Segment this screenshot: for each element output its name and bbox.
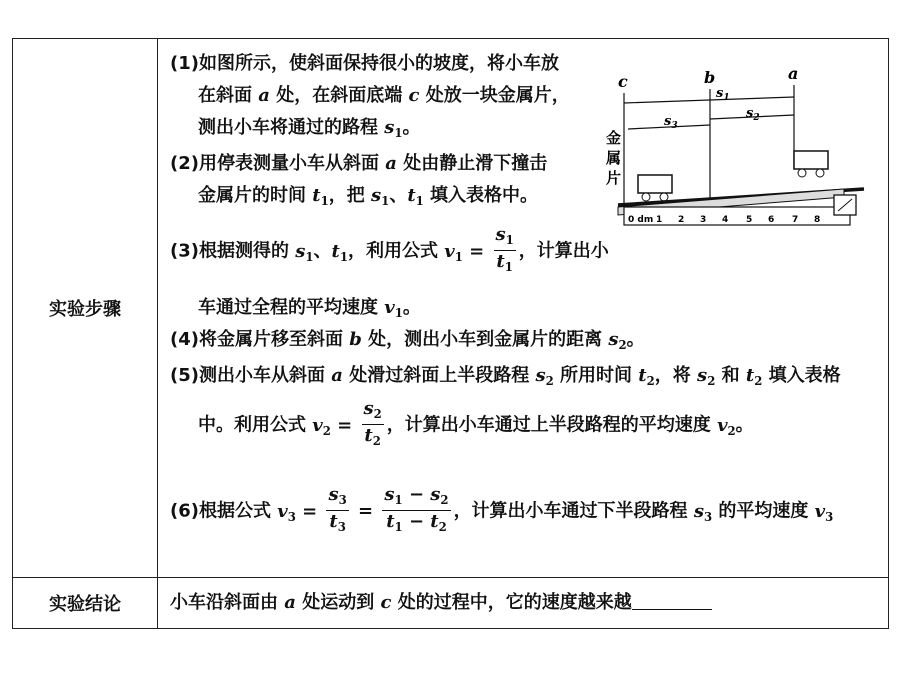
step-3-text: (3)根据测得的 [170,240,296,262]
label-c: c [618,72,628,91]
equals-sign: = [351,500,380,522]
plate-label-1: 金 [606,129,622,147]
cart-wheel [798,169,806,177]
svg-text:1: 1 [656,215,663,225]
point-c: c [380,592,392,613]
step-2-line-2 [198,185,538,212]
svg-text:8: 8 [814,215,821,225]
label-s1: $s_1$ [716,86,730,103]
svg-text:0 dm: 0 dm [628,215,654,225]
steps-area [158,39,888,577]
fraction-difference: $\frac{s_1 - s_2}{t_1 - t_2}$ [384,484,449,535]
svg-text:4: 4 [722,215,729,225]
step-1-text: (1)如图所示，使斜面保持很小的坡度，将小车放 [170,53,559,74]
point-a: a [258,85,270,106]
formula-v2: $v_2$ = [312,414,359,438]
ruler-ticks [628,215,820,225]
step-5-line-1 [170,365,841,392]
fraction-s2-t2: $\frac{s_2}{t_2}$ [363,398,382,449]
var-v2: $v_2$ [717,414,736,438]
step-5-text: 和 [715,365,746,386]
label-b: b [704,68,716,87]
step-4-text: 处，测出小车到金属片的距离 [361,329,609,350]
step-1-text: 处放一块金属片， [419,85,570,106]
var-v1: $v_1$ [384,297,403,321]
conclusion-label: 实验结论 [13,578,158,629]
point-a: a [284,592,296,613]
var-s2: $s_2$ [697,365,716,389]
arrow-s1 [624,97,794,103]
svg-text:6: 6 [768,215,775,225]
step-3-line-1 [170,225,609,280]
step-3-text: ，计算出小 [518,240,609,262]
step-3-text: 车通过全程的平均速度 [198,297,385,318]
experiment-table [12,38,889,629]
step-5-text: ，将 [654,365,698,386]
step-2-text: 填入表格中。 [423,185,539,206]
var-t1: $t_1$ [331,240,348,264]
step-1-text: 。 [402,117,421,138]
step-1-line-2 [198,85,570,107]
formula-v1: $v_1$ = [444,240,491,264]
step-2-text: 处由静止滑下撞击 [396,153,548,174]
step-3-line-2 [198,297,421,324]
svg-text:7: 7 [792,215,799,225]
label-s3: $s_3$ [664,114,678,131]
svg-text:5: 5 [746,215,753,225]
conclusion-cell [158,578,889,629]
cart-wheel [660,193,668,201]
step-2-text: 、 [389,185,408,206]
var-t1: $t_1$ [312,185,329,209]
step-1-line-3 [198,117,421,144]
step-4-line [170,329,645,356]
steps-label: 实验步骤 [13,39,158,578]
var-s1: $s_1$ [384,117,403,141]
step-2-text: ，把 [328,185,372,206]
conclusion-text: 小车沿斜面由 a 处运动到 c 处的过程中，它的速度越来越 [158,578,888,628]
step-1-line-1 [170,53,559,75]
point-c: c [408,85,420,106]
svg-text:3: 3 [700,215,707,225]
plate-label-2: 属 [606,149,622,167]
label-s2: $s_2$ [746,106,760,123]
var-s1: $s_1$ [295,240,314,264]
step-5-text: 所用时间 [553,365,639,386]
plate-label-3: 片 [606,169,622,187]
point-a: a [385,153,397,174]
var-s2: $s_2$ [608,329,627,353]
answer-blank[interactable] [632,591,712,610]
var-t1: $t_1$ [407,185,424,209]
steps-cell [158,39,889,578]
step-6-text: ，计算出小车通过下半段路程 [453,500,694,522]
var-s3: $s_3$ [693,500,713,524]
var-t2: $t_2$ [745,365,763,389]
point-a: a [331,365,343,386]
step-6-line [170,485,833,540]
step-6-text: (6)根据公式 [170,500,278,522]
conclusion-row [13,578,889,629]
label-a: a [788,64,799,83]
step-1-text: 在斜面 [198,85,259,106]
point-b: b [349,329,362,350]
step-4-text: (4)将金属片移至斜面 [170,329,350,350]
formula-v3: $v_3$ = [277,500,324,524]
var-s1: $s_1$ [371,185,390,209]
step-1-text: 处，在斜面底端 [269,85,409,106]
fraction-s3-t3: $\frac{s_3}{t_3}$ [328,484,347,535]
step-3-text: 、 [313,240,332,262]
var-t2: $t_2$ [638,365,655,389]
step-5-text: 中。利用公式 [198,414,313,436]
step-4-text: 。 [626,329,645,350]
step-5-text: 填入表格 [762,365,841,386]
steps-row [13,39,889,578]
var-v3: $v_3$ [814,500,834,524]
step-1-text: 测出小车将通过的路程 [198,117,385,138]
step-3-text: 。 [402,297,421,318]
step-5-text: (5)测出小车从斜面 [170,365,332,386]
step-2-text: 金属片的时间 [198,185,313,206]
step-5-text: 处滑过斜面上半段路程 [342,365,536,386]
cart-bottom [638,175,672,193]
incline-diagram [598,39,900,249]
step-3-text: ，利用公式 [348,240,445,262]
step-5-line-2 [198,399,754,454]
step-6-text: 的平均速度 [712,500,815,522]
step-2-line-1 [170,153,547,175]
svg-text:2: 2 [678,215,685,225]
cart-wheel [816,169,824,177]
cart-top [794,151,828,169]
fraction-s1-t1: $\frac{s_1}{t_1}$ [495,224,514,275]
cart-wheel [642,193,650,201]
var-s2: $s_2$ [535,365,554,389]
step-5-text: ，计算出小车通过上半段路程的平均速度 [386,414,718,436]
step-5-text: 。 [735,414,754,436]
step-2-text: (2)用停表测量小车从斜面 [170,153,386,174]
